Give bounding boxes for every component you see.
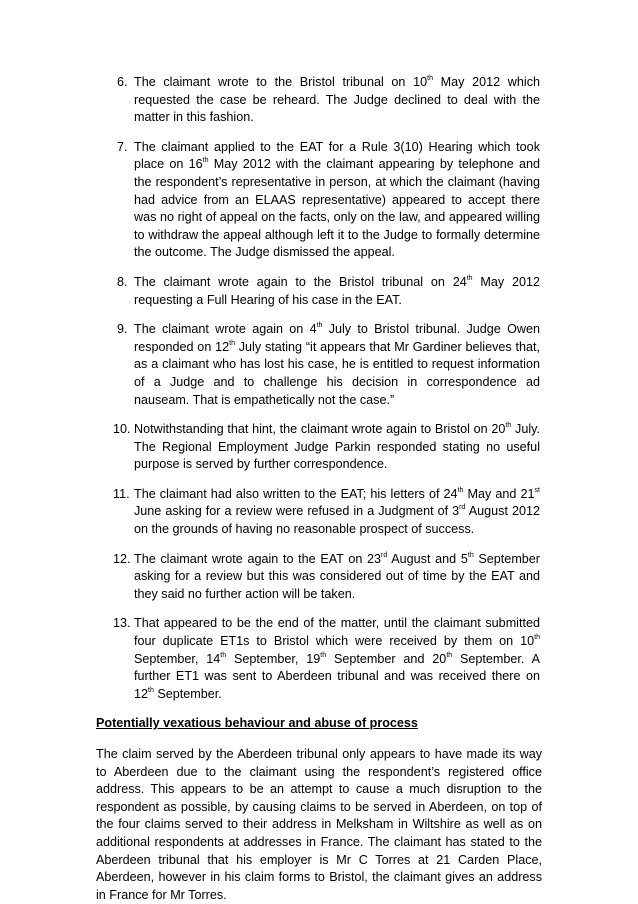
item-number: 9. bbox=[117, 322, 128, 337]
item-text: The claimant had also written to the EAT; his letters of 24th May and 21st June asking for a review were refused in a Judgment of 3rd August 2012 on the grounds of having no reasonable prospect of success. bbox=[134, 486, 540, 537]
item-number: 13. bbox=[113, 616, 131, 631]
list-item-10 bbox=[96, 421, 542, 474]
item-number: 8. bbox=[117, 274, 128, 289]
body-paragraph: The claim served by the Aberdeen tribunal only appears to have made its way to Aberdeen due to the claimant using the respondent’s registered office address. This appears to be an attempt to cause a much disruption to the respondent as possible, by causing claims to be served in Aberdeen, on top of the four claims served to their address in Melksham in Wiltshire as well as on additional respondents at addresses in France. The claimant has stated to the Aberdeen tribunal that his employer is Mr C Torres at 21 Carden Place, Aberdeen, however in his claim forms to Bristol, the claimant gives an address in France for Mr Torres. bbox=[96, 747, 542, 902]
item-text: The claimant applied to the EAT for a Rule 3(10) Hearing which took place on 16th May 2012 with the claimant appearing by telephone and the respondent’s representative in person, at which the claimant (having had advice from an ELAAS representative) appeared to accept there was no right of appeal on the facts, only on the law, and appeared willing to withdraw the appeal although left it to the Judge to formally determine the outcome. The Judge dismissed the appeal. bbox=[134, 139, 540, 260]
item-number: 12. bbox=[113, 551, 131, 566]
list-item-11 bbox=[96, 486, 542, 539]
item-number: 11. bbox=[113, 486, 130, 501]
item-number: 10. bbox=[113, 422, 131, 437]
list-item-12 bbox=[96, 551, 542, 604]
list-item-8 bbox=[96, 274, 542, 309]
list-item-13 bbox=[96, 615, 542, 703]
item-text: The claimant wrote to the Bristol tribunal on 10th May 2012 which requested the case be reheard. The Judge declined to deal with the matter in this fashion. bbox=[134, 75, 540, 125]
numbered-list bbox=[96, 74, 542, 703]
item-text: Notwithstanding that hint, the claimant wrote again to Bristol on 20th July. The Regional Employment Judge Parkin responded stating no useful purpose is served by further correspondence. bbox=[134, 422, 540, 472]
item-number: 7. bbox=[117, 139, 128, 154]
item-text: That appeared to be the end of the matter, until the claimant submitted four duplicate ET1s to Bristol which were received by them on 10th September, 14th September, 19th September and 20th September. A further ET1 was sent to Aberdeen tribunal and was received there on 12th September. bbox=[134, 616, 540, 701]
item-text: The claimant wrote again to the EAT on 23rd August and 5th September asking for a review but this was considered out of time by the EAT and they said no further action will be taken. bbox=[134, 551, 541, 601]
item-text: The claimant wrote again to the Bristol tribunal on 24th May 2012 requesting a Full Hearing of his case in the EAT. bbox=[134, 274, 540, 307]
section-heading: Potentially vexatious behaviour and abuse of process bbox=[96, 716, 418, 731]
item-text: The claimant wrote again on 4th July to Bristol tribunal. Judge Owen responded on 12th July stating “it appears that Mr Gardiner believes that, as a claimant who has lost his case, he is entitled to request information of a Judge and to challenge his decision in correspondence ad nauseam. That is empathetically not the case.” bbox=[134, 322, 540, 407]
list-item-7 bbox=[96, 139, 542, 262]
list-item-9 bbox=[96, 321, 542, 409]
list-item-6 bbox=[96, 74, 542, 127]
item-number: 6. bbox=[117, 75, 128, 89]
